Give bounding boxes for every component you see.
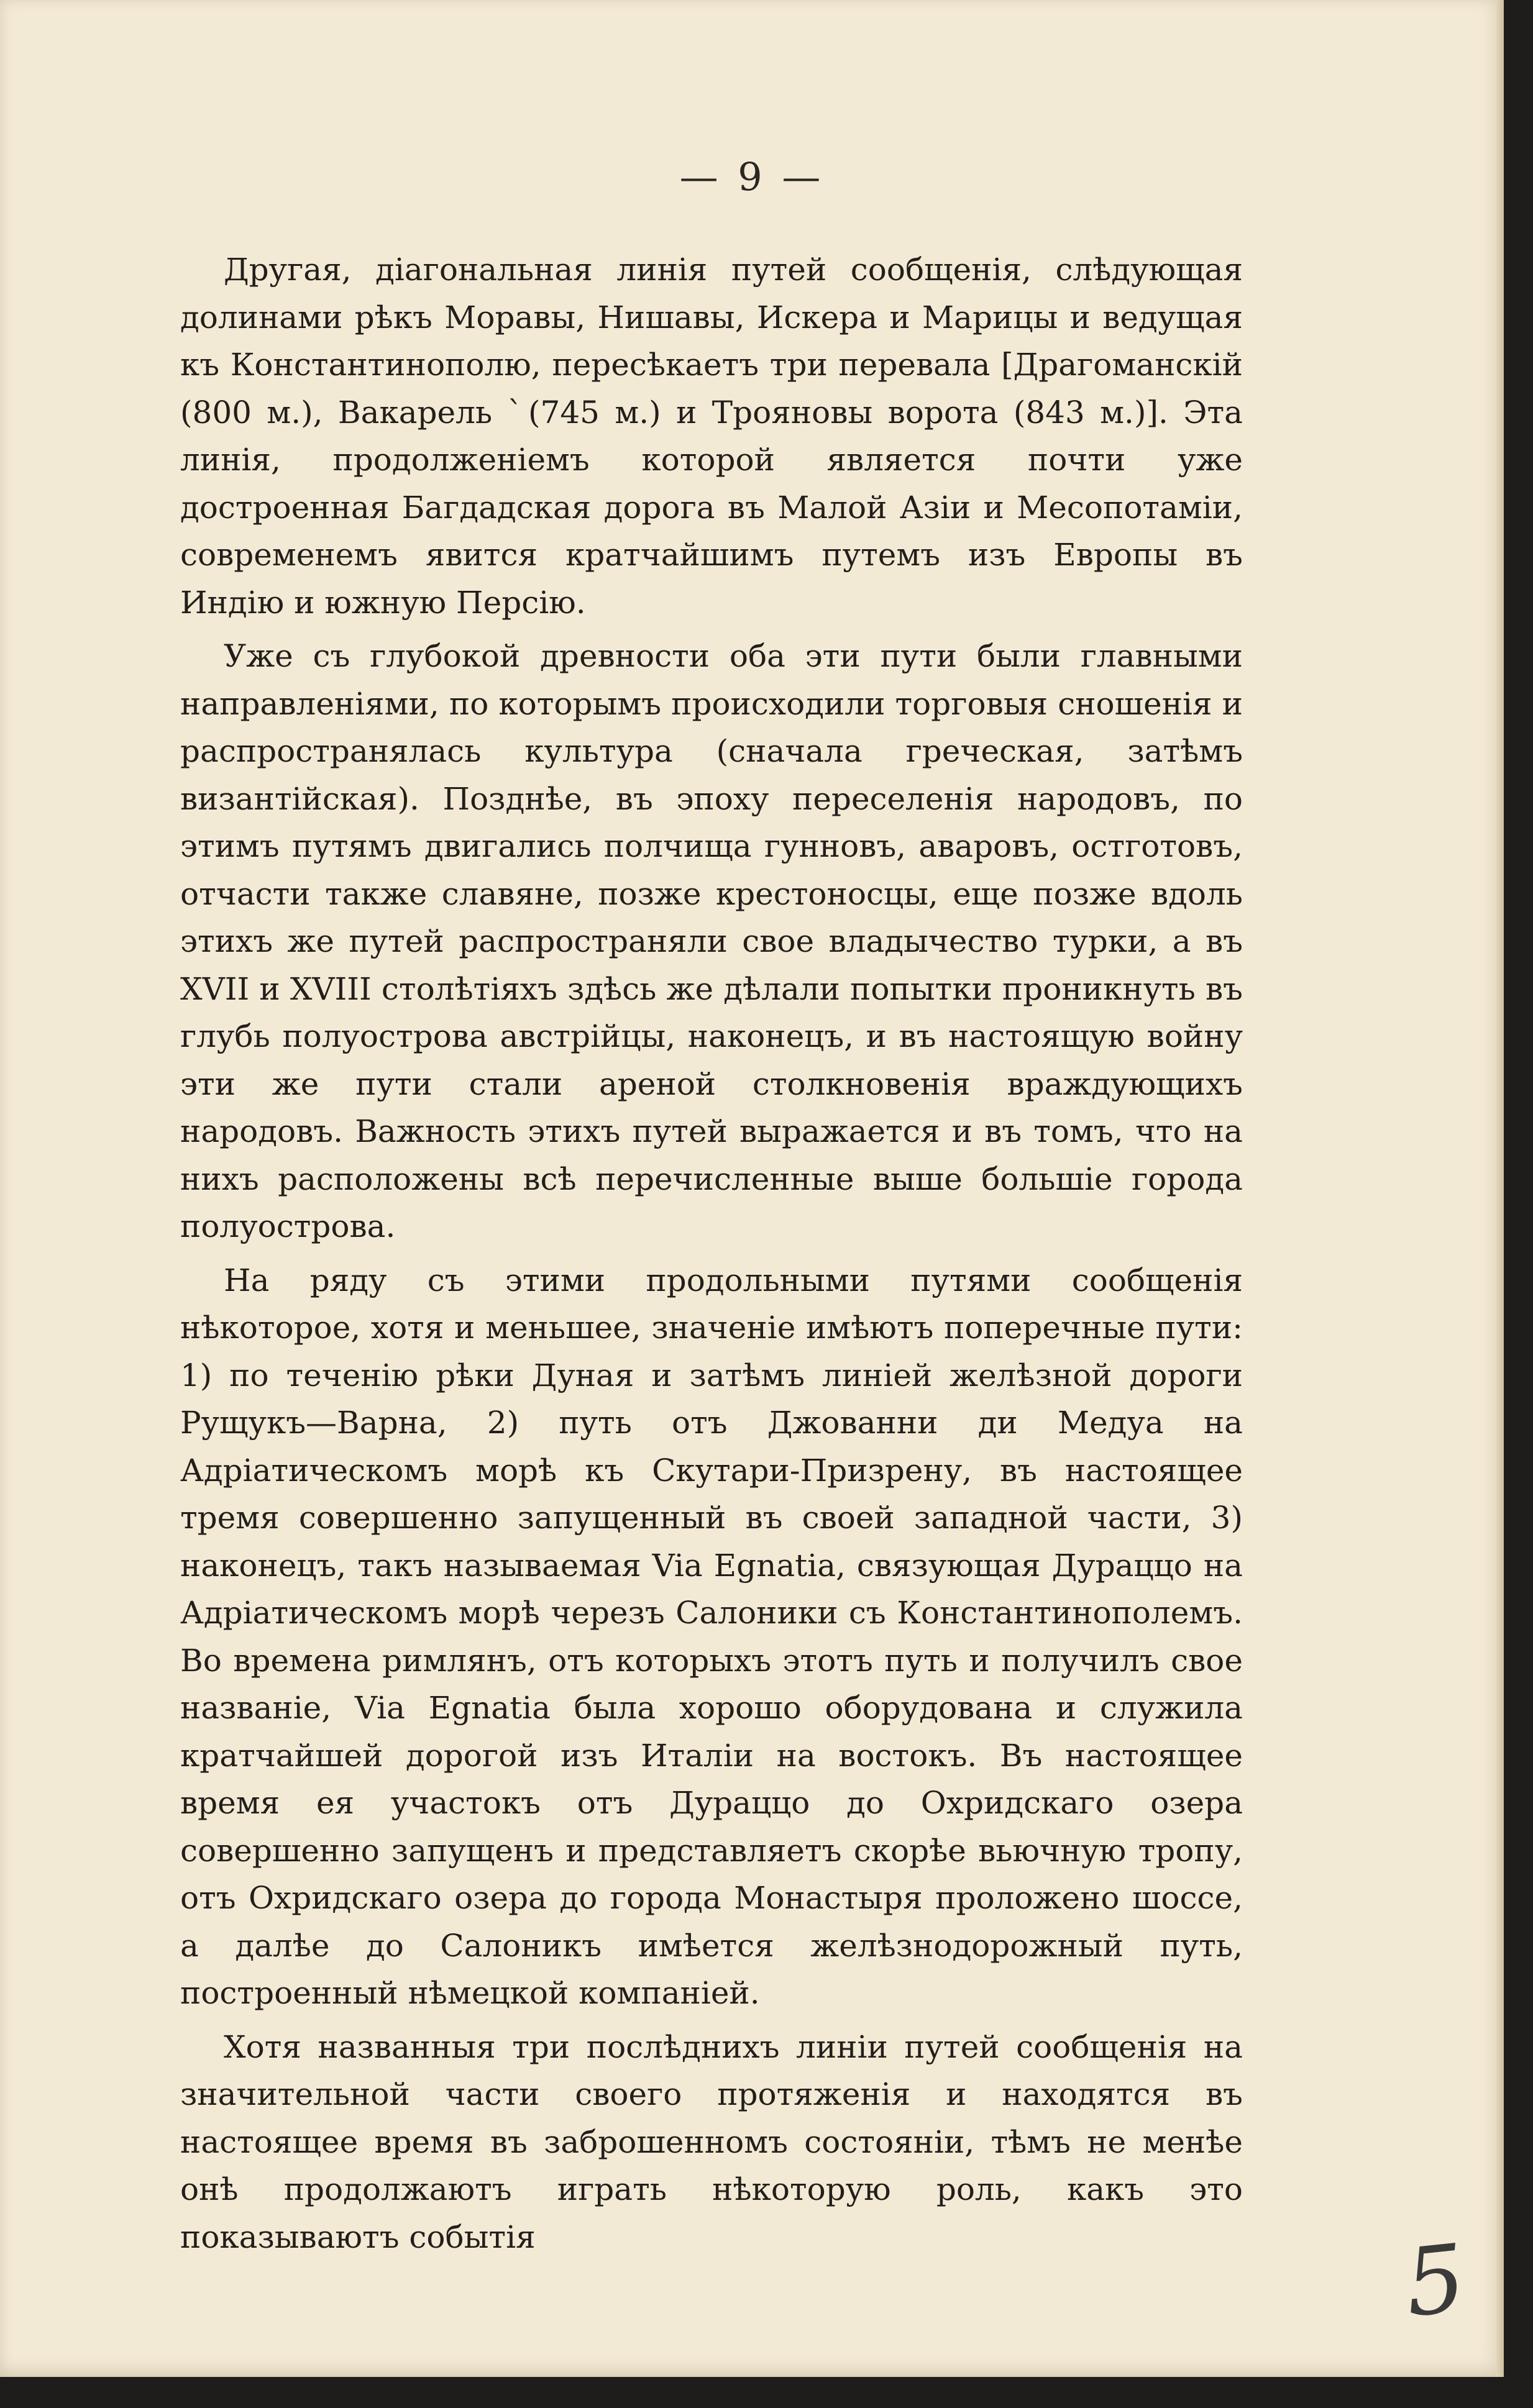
paragraph-ancient-routes: Уже съ глубокой древности оба эти пути были главными направленіями, по которымъ происходили торговыя сношенія и распространялась культура (сначала греческая, затѣмъ византійская). Позднѣе, въ эпоху переселенія народовъ, по этимъ путямъ двигались полчища гунновъ, аваровъ, остготовъ, отчасти также славяне, позже крестоносцы, еще позже вдоль этихъ же путей распространяли свое владычество турки, а въ XVII и XVIII столѣтіяхъ здѣсь же дѣлали попытки проникнуть въ глубь полуострова австрійцы, наконецъ, и въ настоящую войну эти же пути стали ареной столкновенія враждующихъ народовъ. Важность этихъ путей выражается и въ томъ, что на нихъ расположены всѣ перечисленные выше большіе города полуострова. [180, 638, 1243, 1244]
paragraph-diagonal-route: Другая, діагональная линія путей сообщенія, слѣдующая долинами рѣкъ Моравы, Нишавы, Искера и Марицы и ведущая къ Константинополю, пересѣкаетъ три перевала [Драгоманскій (800 м.), Вакарель ˋ(745 м.) и Трояновы ворота (843 м.)]. Эта линія, продолженіемъ которой является почти уже достроенная Багдадская дорога въ Малой Азіи и Месопотаміи, современемъ явится кратчайшимъ путемъ изъ Европы въ Индію и южную Персію. [180, 252, 1243, 621]
handwritten-sheet-number: 5 [1400, 2224, 1471, 2338]
body-text [180, 246, 1243, 2267]
page-edge [1496, 0, 1504, 2377]
paragraph-neglected-routes: Хотя названныя три послѣднихъ линіи путей сообщенія на значительной части своего протяженія и находятся въ настоящее время въ заброшенномъ состояніи, тѣмъ не менѣе онѣ продолжаютъ играть нѣкоторую роль, какъ это показываютъ событія [180, 2028, 1243, 2255]
page-number: — 9 — [679, 154, 825, 199]
paragraph-transverse-routes: На ряду съ этими продольными путями сообщенія нѣкоторое, хотя и меньшее, значеніе имѣютъ поперечные пути: 1) по теченію рѣки Дуная и затѣмъ линіей желѣзной дороги Рущукъ—Варна, 2) путь отъ Джованни ди Медуа на Адріатическомъ морѣ къ Скутари-Призрену, въ настоящее тремя совершенно запущенный въ своей западной части, 3) наконецъ, такъ называемая Via Egnatia, связующая Дураццо на Адріатическомъ морѣ черезъ Салоники съ Константинополемъ. Во времена римлянъ, отъ которыхъ этотъ путь и получилъ свое названіе, Via Egnatia была хорошо оборудована и служила кратчайшей дорогой изъ Италіи на востокъ. Въ настоящее время ея участокъ отъ Дураццо до Охридскаго озера совершенно запущенъ и представляетъ скорѣе вьючную тропу, отъ Охридскаго озера до города Монастыря проложено шоссе, а далѣе до Салоникъ имѣется желѣзнодорожный путь, построенный нѣмецкой компаніей. [180, 1262, 1243, 2011]
